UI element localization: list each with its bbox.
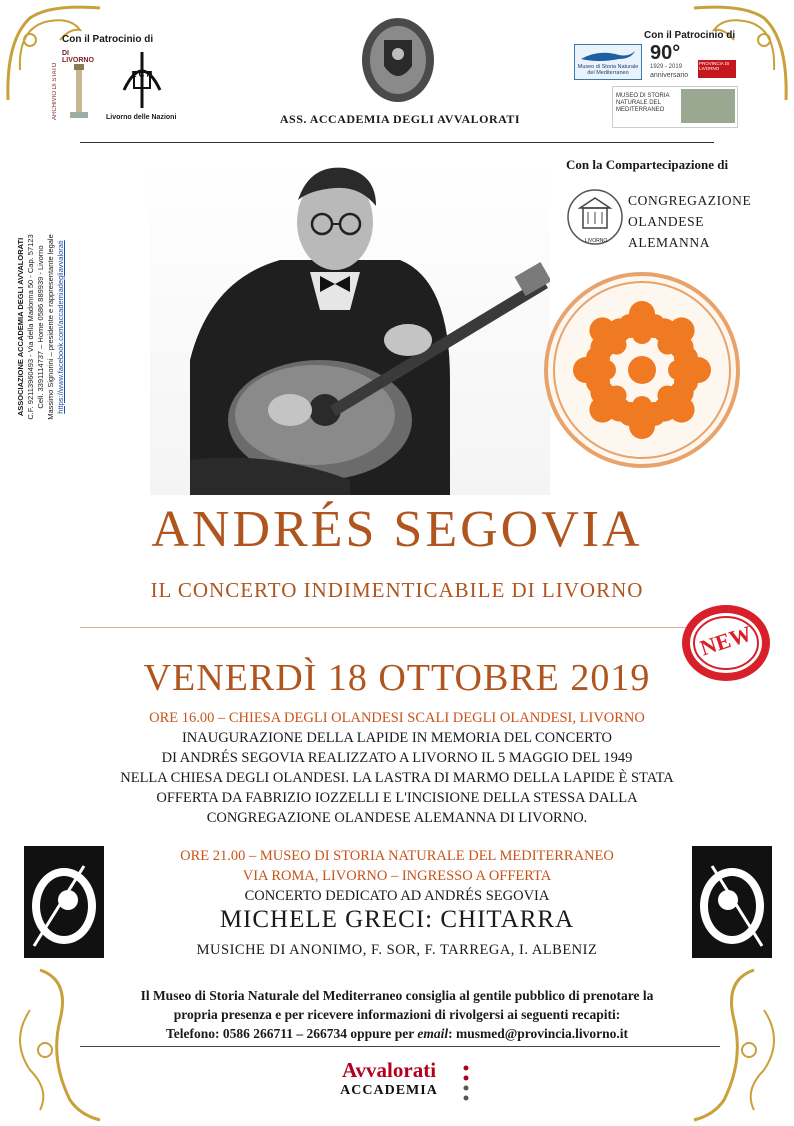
nazioni-logo-text: L C N [131,70,153,79]
avvalorati-logo-line1: Avvalorati [341,1058,437,1082]
event-date: VENERDÌ 18 OTTOBRE 2019 [143,657,651,699]
notice-line1: Il Museo di Storia Naturale del Mediterraneo consiglia al gentile pubblico di prenotare la [140,988,654,1003]
sidebar-line2: C.F. 92113960493 - Via della Madonna 50 - Cap. 57123 [26,234,35,420]
patronage-left-label: Con il Patrocinio di [62,34,154,45]
segovia-photo [150,160,550,495]
notice-email-label: email [417,1026,449,1041]
museo-logo [574,44,642,80]
archivio-line2: DI LIVORNO [62,50,94,64]
congregazione-line3: ALEMANNA [628,235,711,250]
sidebar-association-info [16,222,96,432]
event1-desc-line5: CONGREGAZIONE OLANDESE ALEMANNA DI LIVORNO. [206,810,588,826]
ornament-bottom-left [0,960,110,1126]
notice-phone: Telefono: 0586 266711 – 266734 oppure per [165,1026,418,1041]
event1-desc-line4: OFFERTA DA FABRIZIO IOZZELLI E L'INCISIONE DELLA STESSA DALLA [156,790,638,806]
congregazione-line2: OLANDESE [628,214,705,229]
patronage-right-label: Con il Patrocinio di [644,30,736,41]
museo-logo-text: Museo di Storia Naturale del Mediterraneo [577,64,639,76]
event1-desc-line3: NELLA CHIESA DEGLI OLANDESI. LA LASTRA DI MARMO DELLA LAPIDE È STATA [120,770,674,786]
event1-desc-line1: INAUGURAZIONE DELLA LAPIDE IN MEMORIA DEL CONCERTO [181,730,613,746]
logo-dots-icon [462,1064,470,1104]
event1-desc-line2: DI ANDRÉS SEGOVIA REALIZZATO A LIVORNO IL 5 MAGGIO DEL 1949 [161,750,633,766]
congregazione-line1: CONGREGAZIONE [628,193,752,208]
performer: MICHELE GRECI: CHITARRA [219,906,575,933]
copartnership-label: Con la Compartecipazione di [566,157,729,172]
notice-email[interactable]: : musmed@provincia.livorno.it [448,1026,629,1041]
archivio-line1: ARCHIVIO DI STATO [52,62,58,120]
event2-line3: CONCERTO DEDICATO AD ANDRÉS SEGOVIA [244,888,550,904]
notice-divider [80,1046,720,1047]
avvalorati-logo [314,1058,464,1099]
sidebar-line1: ASSOCIAZIONE ACCADEMIA DEGLI AVVALORATI [16,237,25,417]
crest-icon [360,16,436,104]
sidebar-line3: Cell. 3391114737 – Home 0586 889939 - Livorno [36,245,45,409]
event2-line1: ORE 21.00 – MUSEO DI STORIA NATURALE DEL MEDITERRANEO [180,848,614,864]
notice-line2: propria presenza e per ricevere informazioni di rivolgersi ai seguenti recapiti: [173,1007,621,1022]
event1-time-place: ORE 16.00 – CHIESA DEGLI OLANDESI SCALI DEGLI OLANDESI, LIVORNO [149,710,645,726]
new-stamp-text: NEW [696,620,755,661]
association-crest-label: ASS. ACCADEMIA DEGLI AVVALORATI [279,112,521,126]
event2-line2: VIA ROMA, LIVORNO – INGRESSO A OFFERTA [242,868,552,884]
sidebar-facebook-link[interactable]: https://www.facebook.com/accademiadegliavvalorati [56,240,65,414]
small-museum-logo-text: MUSEO DI STORIA NATURALE DEL MEDITERRANEO [616,93,670,113]
small-museum-logo [612,86,738,128]
province-badge: PROVINCIA DI LIVORNO [698,60,736,78]
whale-icon [579,47,637,63]
nazioni-label: Livorno delle Nazioni [106,114,177,121]
ornament-bottom-right [684,960,794,1126]
anniversary-years: 1929 - 2019 [650,64,683,70]
congregazione-name [628,190,751,253]
avvalorati-logo-line2: ACCADEMIA [340,1083,438,1098]
congregazione-logo-caption: LIVORNO [584,238,608,244]
anniversary-label: anniversario [650,72,689,79]
notice-line3 [0,1026,794,1042]
lighthouse-icon [68,62,90,120]
page-title: ANDRÉS SEGOVIA [151,501,643,558]
program: MUSICHE DI ANONIMO, F. SOR, F. TARREGA, I. ALBENIZ [196,942,598,958]
museum-building-image [681,89,735,123]
page-subtitle: IL CONCERTO INDIMENTICABILE DI LIVORNO [150,578,644,602]
rose-window-icon [542,270,742,470]
header-divider [80,142,714,143]
title-divider [80,627,690,628]
archivio-logo [52,50,100,122]
nazioni-logo-icon [118,50,166,112]
sidebar-line4: Massimo Signorini – presidente e rappresentante legale [46,234,55,420]
anniversary-number: 90° [650,42,681,64]
